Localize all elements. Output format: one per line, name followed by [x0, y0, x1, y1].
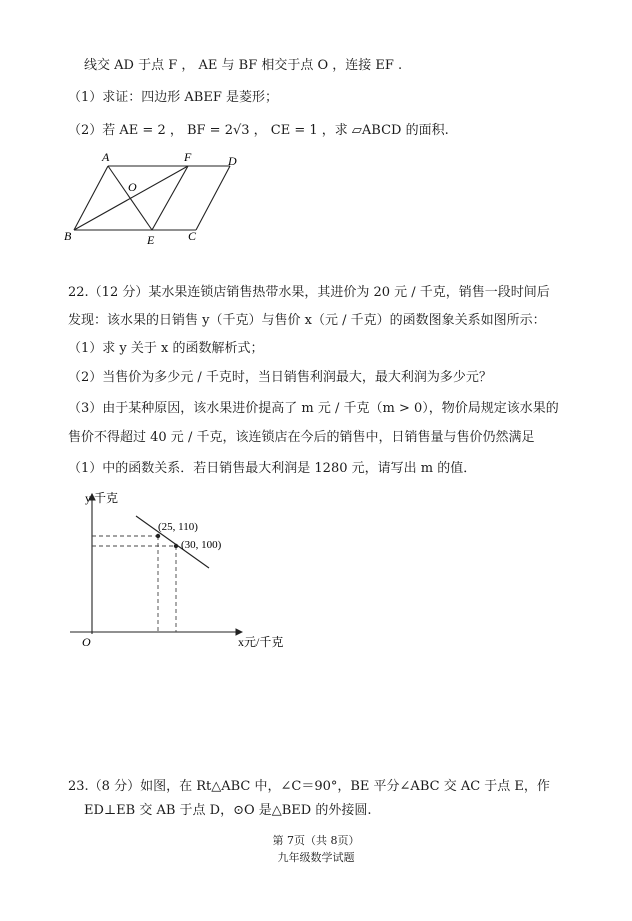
label-d: D [228, 154, 237, 168]
label-a: A [102, 150, 110, 164]
point-label-2: (30, 100) [181, 539, 222, 551]
footer-subject: 九年级数学试题 [277, 851, 355, 864]
q22-part3a: （3）由于某种原因，该水果进价提高了 m 元 / 千克（m > 0），物价局规定该水果的 [68, 401, 559, 416]
label-o: O [128, 180, 137, 194]
q22-line2: 发现：该水果的日销售 y（千克）与售价 x（元 / 千克）的函数图象关系如图所示： [68, 313, 546, 328]
q23-line2: ED⊥EB 交 AB 于点 D，⊙O 是△BED 的外接圆. [84, 803, 372, 818]
q22-part3c: （1）中的函数关系．若日销售最大利润是 1280 元，请写出 m 的值． [68, 461, 477, 476]
point-30-100 [174, 544, 178, 548]
q22-line1: 22.（12 分）某水果连锁店销售热带水果，其进价为 20 元 / 千克，销售一段时间后 [68, 285, 550, 300]
label-b: B [64, 229, 72, 243]
q23-line1: 23.（8 分）如图，在 Rt△ABC 中，∠C＝90°，BE 平分∠ABC 交 AC 于点 E，作 [68, 779, 550, 794]
label-e: E [147, 233, 155, 247]
x-axis-label: x元/千克 [238, 635, 284, 649]
function-graph [64, 486, 304, 656]
label-f: F [184, 150, 192, 164]
q21-part1: （1）求证：四边形 ABEF 是菱形； [68, 90, 278, 105]
q21-line0: 线交 AD 于点 F ， AE 与 BF 相交于点 O ，连接 EF . [84, 58, 403, 73]
point-25-110 [156, 534, 160, 538]
edge-dc [196, 166, 230, 230]
footer-page-number: 第 7页（共 8页） [272, 834, 360, 847]
y-axis-label: y 千克 [85, 491, 119, 505]
point-label-1: (25, 110) [158, 521, 198, 533]
q22-part1: （1）求 y 关于 x 的函数解析式； [68, 341, 264, 356]
label-c: C [188, 229, 197, 243]
q22-part3b: 售价不得超过 40 元 / 千克，该连锁店在今后的销售中，日销售量与售价仍然满足 [68, 430, 535, 445]
q22-part2: （2）当售价为多少元 / 千克时，当日销售利润最大，最大利润为多少元？ [68, 370, 492, 385]
origin-label: O [82, 635, 91, 649]
parallelogram-figure [60, 148, 250, 248]
q21-part2: （2）若 AE = 2 ， BF = 2√3 ， CE = 1 ，求 ▱ABCD 的面积. [68, 123, 449, 138]
